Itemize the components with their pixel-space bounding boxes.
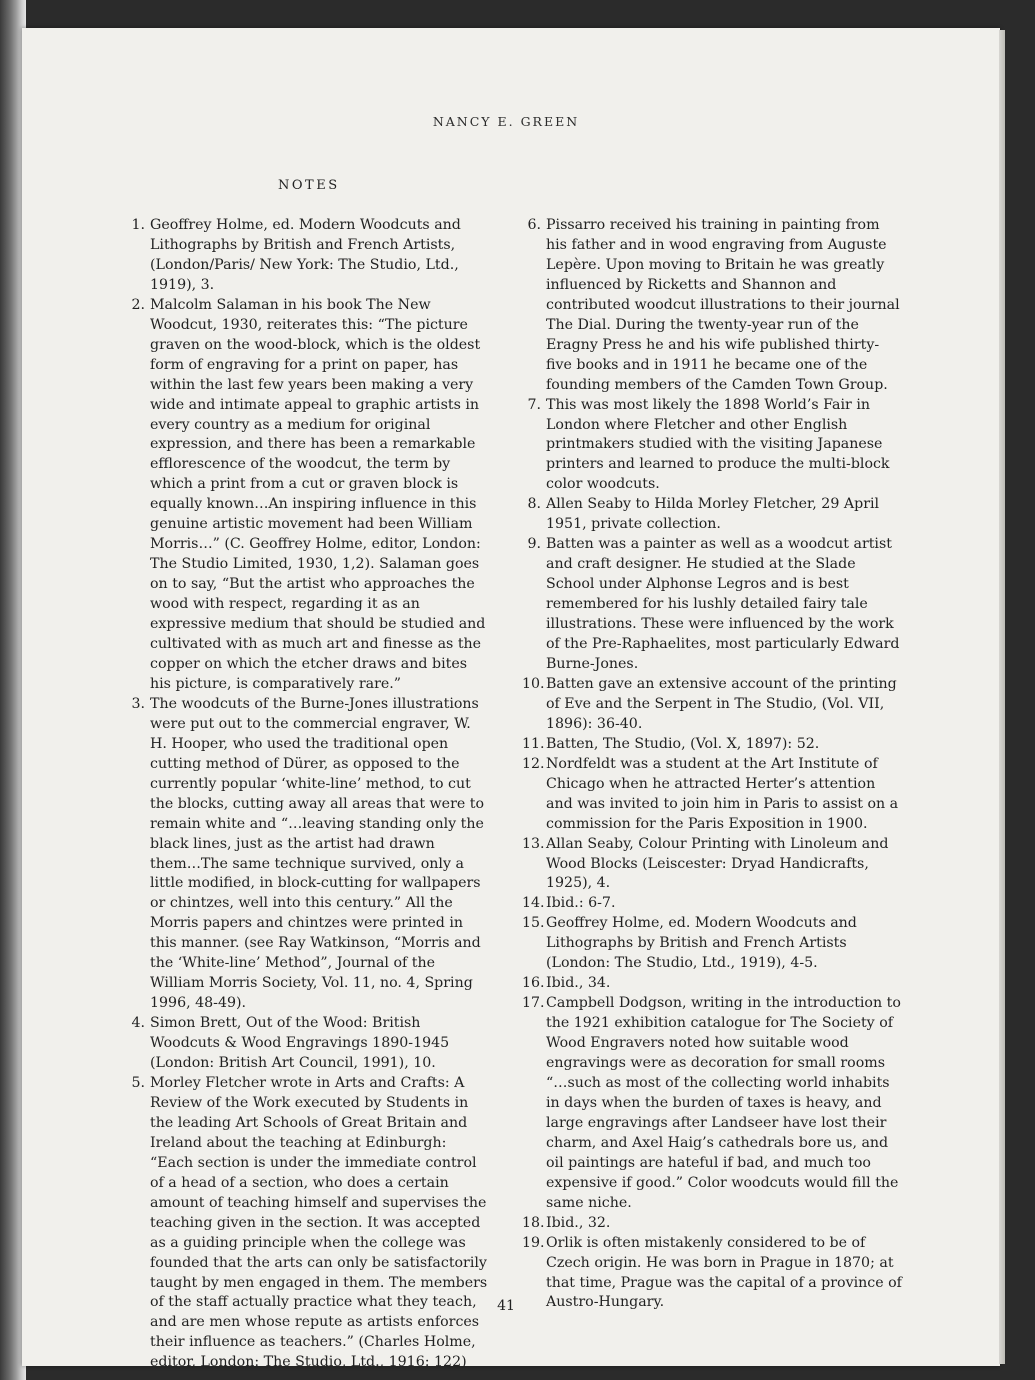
note-text: Malcolm Salaman in his book The New Woodcut, 1930, reiterates this: “The picture graven on the wood-block, which is the oldest form of engraving for a print on paper, has within the last few years been making a very wide and intimate appeal to graphic artists in every country as a medium for original expression, and there has been a remarkable efflorescence of the woodcut, the term by which a print from a cut or graven block is equally known…An inspiring influence in this genuine artistic movement had been William Morris…” (C. Geoffrey Holme, editor, London: The Studio Limited, 1930, 1,2). Salaman goes on to say, “But the artist who approaches the wood with respect, regarding it as an expressive medium that should be studied and cultivated with as much art and finesse as the copper on which the etcher draws and bites his picture, is comparatively rare.”: [150, 296, 486, 692]
note-number: 13.: [522, 835, 545, 852]
note-item: [522, 535, 904, 675]
note-number: 11.: [522, 735, 545, 752]
note-number: 9.: [527, 536, 541, 553]
note-item: [522, 974, 904, 994]
note-item: [522, 894, 904, 914]
note-number: 15.: [522, 915, 545, 932]
note-text: Orlik is often mistakenly considered to be of Czech origin. He was born in Prague in 1870; at that time, Prague was the capital of a province of Austro-Hungary.: [546, 1234, 902, 1311]
note-item: [522, 1214, 904, 1234]
note-item: [522, 914, 904, 974]
note-text: The woodcuts of the Burne-Jones illustrations were put out to the commercial engraver, W. H. Hooper, who used the traditional open cutting method of Dürer, as opposed to the currently popular ‘white-line’ method, to cut the blocks, cutting away all areas that were to remain white and “…leaving standing only the black lines, just as the artist had drawn them…The same technique survived, only a little modified, in block-cutting for wallpapers or chintzes, well into this century.” All the Morris papers and chintzes were printed in this manner. (see Ray Watkinson, “Morris and the ‘White-line’ Method”, Journal of the William Morris Society, Vol. 11, no. 4, Spring 1996, 48-49).: [150, 695, 484, 1012]
note-text: Ibid.: 6-7.: [546, 895, 616, 912]
note-item: [522, 495, 904, 535]
note-item: [522, 216, 904, 396]
notes-column-right: [522, 216, 904, 1313]
note-number: 3.: [131, 695, 145, 712]
note-text: Morley Fletcher wrote in Arts and Crafts: A Review of the Work executed by Students in the leading Art Schools of Great Britain and Ireland about the teaching at Edinburgh: “Each section is under the immediate control of a head of a section, who does a certain amount of teaching himself and supervises the teaching given in the section. It was accepted as a guiding principle when the college was founded that the arts can only be satisfactorily taught by men engaged in them. The members of the staff actually practice what they teach, and are men whose repute as artists enforces their influence as teachers.” (Charles Holme, editor, London: The Studio, Ltd., 1916: 122): [150, 1074, 488, 1371]
note-text: Campbell Dodgson, writing in the introduction to the 1921 exhibition catalogue for The Society of Wood Engravers noted how suitable wood engravings were as decoration for small rooms “…such as most of the collecting world inhabits in days when the burden of taxes is heavy, and large engravings after Landseer have lost their charm, and Axel Haig’s cathedrals bore us, and oil paintings are hateful if bad, and much too expensive if good.” Color woodcuts would fill the same niche.: [546, 995, 901, 1211]
note-text: Allan Seaby, Colour Printing with Linoleum and Wood Blocks (Leiscester: Dryad Handicrafts, 1925), 4.: [546, 835, 889, 892]
notes-column-left: [126, 216, 490, 1373]
note-item: [522, 835, 904, 895]
note-number: 4.: [131, 1015, 145, 1032]
note-number: 6.: [527, 217, 541, 233]
page: [22, 28, 1000, 1371]
note-item: [522, 396, 904, 496]
note-number: 2.: [131, 296, 145, 313]
note-item: [522, 994, 904, 1213]
note-number: 7.: [527, 396, 541, 413]
note-item: [126, 1074, 490, 1373]
note-number: 12.: [522, 755, 545, 772]
note-number: 17.: [522, 995, 545, 1012]
note-text: This was most likely the 1898 World’s Fair in London where Fletcher and other English printmakers studied with the visiting Japanese printers and learned to produce the multi-block color woodcuts.: [546, 396, 890, 493]
note-text: Geoffrey Holme, ed. Modern Woodcuts and Lithographs by British and French Artists (London: The Studio, Ltd., 1919), 4-5.: [546, 915, 857, 972]
note-item: [126, 216, 490, 296]
page-number: 41: [497, 1298, 515, 1314]
note-text: Batten was a painter as well as a woodcut artist and craft designer. He studied at the Slade School under Alphonse Legros and is best remembered for his lushly detailed fairy tale illustrations. These were influenced by the work of the Pre-Raphaelites, most particularly Edward Burne-Jones.: [546, 536, 900, 672]
running-head: NANCY E. GREEN: [432, 114, 580, 129]
note-item: [522, 735, 904, 755]
note-item: [126, 695, 490, 1014]
note-text: Pissarro received his training in painting from his father and in wood engraving from Auguste Lepère. Upon moving to Britain he was greatly influenced by Ricketts and Shannon and contributed woodcut illustrations to their journal The Dial. During the twenty-year run of the Eragny Press he and his wife published thirty-five books and in 1911 he became one of the founding members of the Camden Town Group.: [546, 217, 900, 393]
note-text: Ibid., 34.: [546, 975, 611, 992]
note-text: Nordfeldt was a student at the Art Institute of Chicago when he attracted Herter’s attention and was invited to join him in Paris to assist on a commission for the Paris Exposition in 1900.: [546, 755, 899, 832]
note-number: 1.: [131, 217, 145, 233]
note-text: Batten gave an extensive account of the printing of Eve and the Serpent in The Studio, (Vol. VII, 1896): 36-40.: [546, 675, 897, 732]
note-number: 19.: [522, 1234, 545, 1251]
note-text: Ibid., 32.: [546, 1214, 611, 1231]
note-number: 8.: [527, 496, 541, 513]
note-item: [126, 1014, 490, 1074]
note-text: Batten, The Studio, (Vol. X, 1897): 52.: [546, 735, 820, 752]
page-edge: [999, 30, 1005, 1364]
notes-heading: NOTES: [278, 178, 340, 193]
note-item: [126, 296, 490, 695]
note-item: [522, 675, 904, 735]
note-text: Geoffrey Holme, ed. Modern Woodcuts and Lithographs by British and French Artists, (London/Paris/ New York: The Studio, Ltd., 1919), 3.: [150, 217, 461, 293]
note-item: [522, 755, 904, 835]
note-number: 10.: [522, 675, 545, 692]
note-text: Simon Brett, Out of the Wood: British Woodcuts & Wood Engravings 1890-1945 (London: British Art Council, 1991), 10.: [150, 1015, 450, 1072]
note-number: 18.: [522, 1214, 545, 1231]
note-number: 16.: [522, 975, 545, 992]
note-text: Allen Seaby to Hilda Morley Fletcher, 29 April 1951, private collection.: [546, 496, 880, 533]
note-number: 14.: [522, 895, 545, 912]
note-number: 5.: [131, 1074, 145, 1091]
